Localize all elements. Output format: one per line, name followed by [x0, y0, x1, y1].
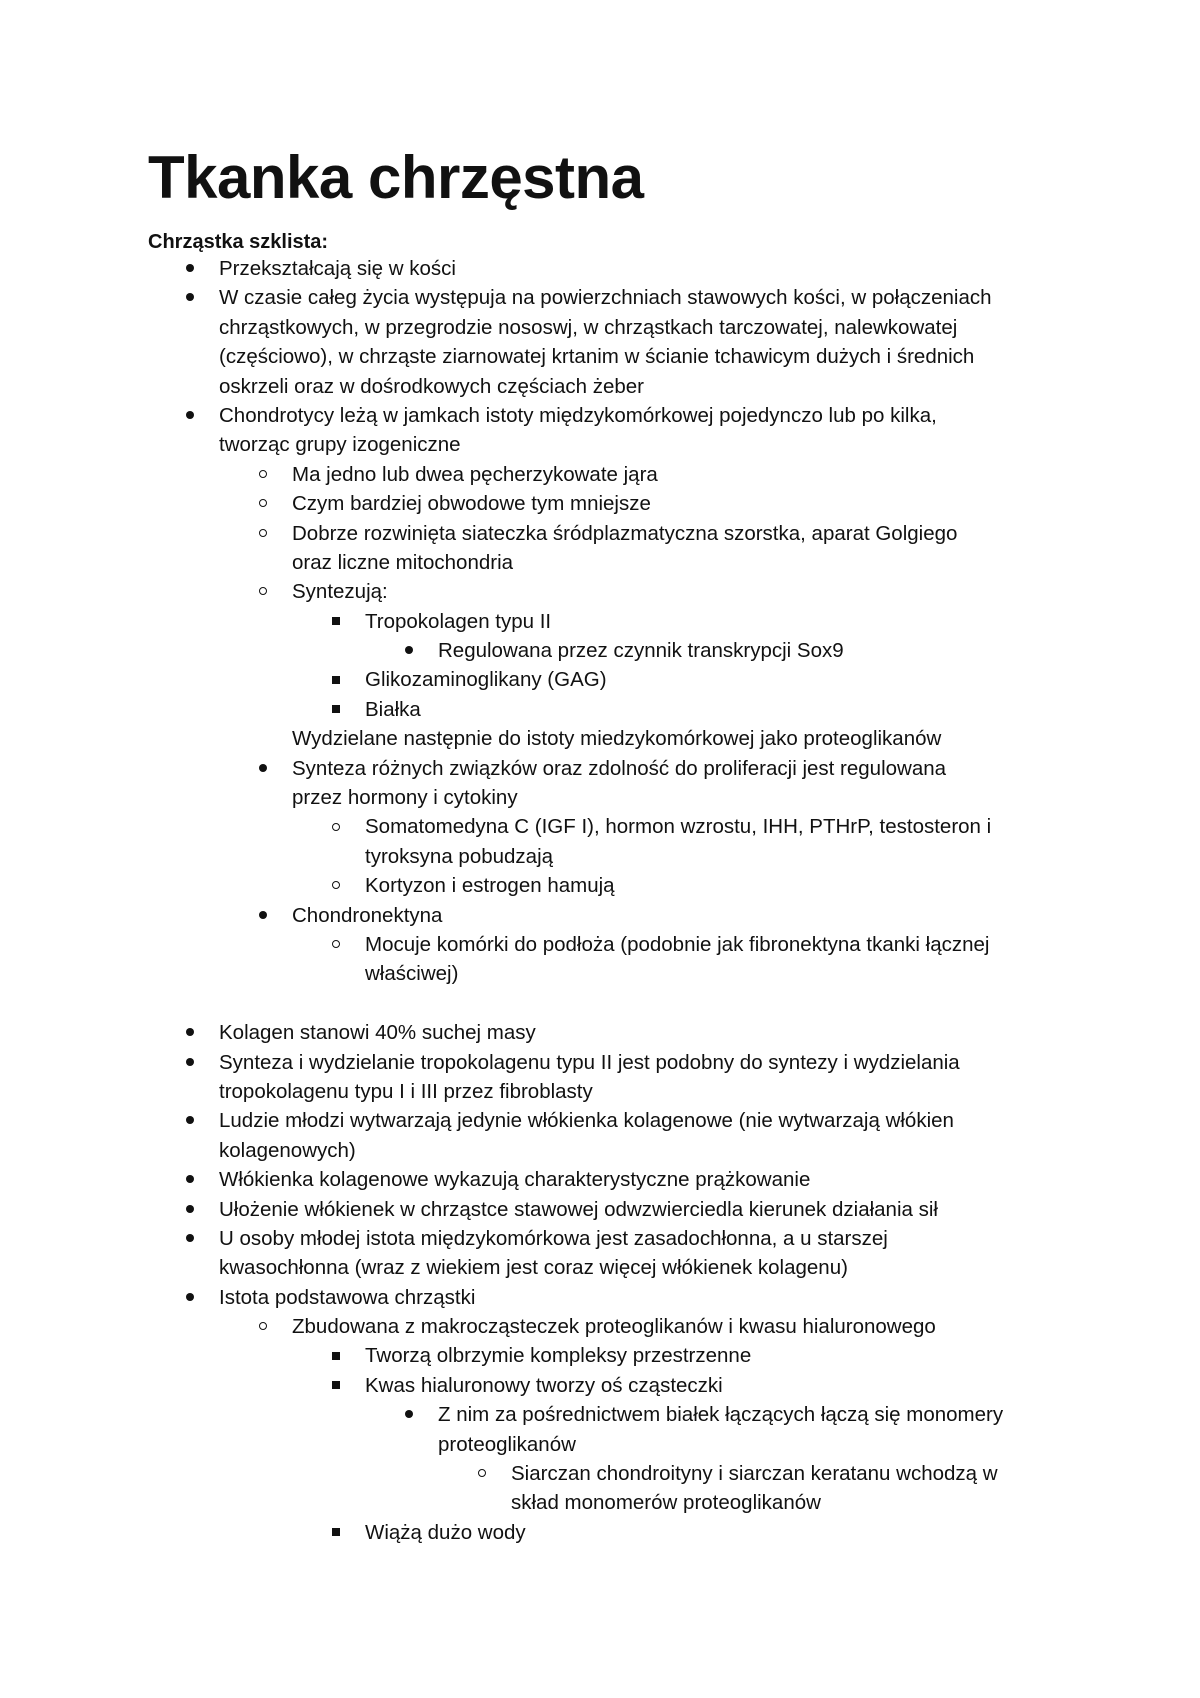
list-item-text: W czasie całeg życia występuja na powierzchniach stawowych kości, w połączeniach	[219, 286, 992, 310]
list-item	[0, 283, 1200, 312]
list-item-text: Somatomedyna C (IGF I), hormon wzrostu, IHH, PTHrP, testosteron i	[365, 815, 992, 839]
list-item	[0, 430, 1200, 459]
list-item	[0, 1430, 1200, 1459]
list-item-text: Synteza różnych związków oraz zdolność do proliferacji jest regulowana	[292, 756, 947, 780]
list-item	[0, 1195, 1200, 1224]
list-item	[0, 607, 1200, 636]
disc-bullet-icon	[180, 1018, 200, 1047]
disc-bullet-icon	[399, 1400, 419, 1429]
disc-bullet-icon	[180, 1283, 200, 1312]
disc-bullet-icon	[180, 283, 200, 312]
disc-bullet-icon	[253, 901, 273, 930]
list-item	[0, 1341, 1200, 1370]
list-item-text: U osoby młodej istota międzykomórkowa jest zasadochłonna, a u starszej	[219, 1226, 888, 1250]
list-item-text: Kwas hialuronowy tworzy oś cząsteczki	[365, 1373, 723, 1397]
list-item-text: Przekształcają się w kości	[219, 257, 456, 280]
list-item	[0, 1165, 1200, 1194]
list-item-text: tworząc grupy izogeniczne	[219, 433, 461, 457]
list-item-text: tyroksyna pobudzają	[365, 844, 554, 868]
list-item-text: Synteza i wydzielanie tropokolagenu typu II jest podobny do syntezy i wydzielania	[219, 1050, 960, 1074]
square-bullet-icon	[326, 1341, 346, 1370]
list-item-text: Ma jedno lub dwea pęcherzykowate jąra	[292, 462, 658, 486]
list-item-text: Włókienka kolagenowe wykazują charakterystyczne prążkowanie	[219, 1168, 811, 1192]
list-item-text: Chondrotycy leżą w jamkach istoty międzykomórkowej pojedynczo lub po kilka,	[219, 403, 937, 427]
circle-bullet-icon	[253, 519, 273, 548]
list-item-text: Regulowana przez czynnik transkrypcji Sox9	[438, 639, 844, 663]
list-item	[0, 548, 1200, 577]
list-item	[0, 1283, 1200, 1312]
circle-bullet-icon	[253, 577, 273, 606]
list-item	[0, 754, 1200, 783]
list-item-text: Kolagen stanowi 40% suchej masy	[219, 1021, 536, 1045]
list-item	[0, 1018, 1200, 1047]
circle-bullet-icon	[253, 1312, 273, 1341]
list-item	[0, 1459, 1200, 1488]
circle-bullet-icon	[253, 460, 273, 489]
circle-bullet-icon	[253, 489, 273, 518]
list-item	[0, 695, 1200, 724]
list-item	[0, 313, 1200, 342]
disc-bullet-icon	[253, 754, 273, 783]
list-item	[0, 1077, 1200, 1106]
list-item-text: właściwej)	[365, 962, 459, 986]
list-item	[0, 724, 1200, 753]
list-item	[0, 1400, 1200, 1429]
list-item	[0, 1048, 1200, 1077]
list-item	[0, 812, 1200, 841]
square-bullet-icon	[326, 695, 346, 724]
circle-bullet-icon	[472, 1459, 492, 1488]
list-item	[0, 1518, 1200, 1547]
list-item	[0, 959, 1200, 988]
list-item-text: Syntezują:	[292, 580, 388, 604]
list-item	[0, 1371, 1200, 1400]
list-item-text: proteoglikanów	[438, 1432, 576, 1456]
list-item	[0, 1488, 1200, 1517]
list-item-text: Ułożenie włókienek w chrząstce stawowej odwzwierciedla kierunek działania sił	[219, 1197, 938, 1221]
list-item-text: kolagenowych)	[219, 1138, 356, 1162]
circle-bullet-icon	[326, 871, 346, 900]
list-item-text: Białka	[365, 697, 421, 721]
square-bullet-icon	[326, 1371, 346, 1400]
list-item-text: Glikozaminoglikany (GAG)	[365, 668, 607, 692]
circle-bullet-icon	[326, 812, 346, 841]
disc-bullet-icon	[180, 1106, 200, 1135]
disc-bullet-icon	[180, 401, 200, 430]
list-item	[0, 842, 1200, 871]
notes-list	[0, 254, 1200, 1547]
square-bullet-icon	[326, 665, 346, 694]
list-item	[0, 1136, 1200, 1165]
disc-bullet-icon	[180, 1048, 200, 1077]
list-item-text: Zbudowana z makrocząsteczek proteoglikanów i kwasu hialuronowego	[292, 1315, 936, 1339]
disc-bullet-icon	[180, 254, 200, 283]
list-item	[0, 1253, 1200, 1282]
list-item-text: Istota podstawowa chrząstki	[219, 1285, 476, 1309]
list-item	[0, 636, 1200, 665]
list-item	[0, 401, 1200, 430]
list-item-text: Czym bardziej obwodowe tym mniejsze	[292, 492, 651, 516]
list-item-text: Tworzą olbrzymie kompleksy przestrzenne	[365, 1344, 752, 1368]
page-title: Tkanka chrzęstna	[148, 144, 644, 211]
list-item	[0, 1224, 1200, 1253]
square-bullet-icon	[326, 1518, 346, 1547]
list-item	[0, 254, 1200, 283]
disc-bullet-icon	[180, 1224, 200, 1253]
list-item-text: chrząstkowych, w przegrodzie nososwj, w chrząstkach tarczowatej, nalewkowatej	[219, 315, 958, 339]
list-item	[0, 519, 1200, 548]
list-item-text: Chondronektyna	[292, 903, 443, 927]
list-item-text: kwasochłonna (wraz z wiekiem jest coraz więcej włókienek kolagenu)	[219, 1256, 848, 1280]
square-bullet-icon	[326, 607, 346, 636]
list-item-text: Tropokolagen typu II	[365, 609, 552, 633]
list-item	[0, 372, 1200, 401]
list-item	[0, 930, 1200, 959]
list-item	[0, 871, 1200, 900]
circle-bullet-icon	[326, 930, 346, 959]
list-item	[0, 665, 1200, 694]
disc-bullet-icon	[180, 1195, 200, 1224]
list-item	[0, 489, 1200, 518]
list-item-text: Z nim za pośrednictwem białek łączących łączą się monomery	[438, 1403, 1004, 1427]
list-item	[0, 901, 1200, 930]
disc-bullet-icon	[180, 1165, 200, 1194]
list-item	[0, 1106, 1200, 1135]
list-item-text: Wiążą dużo wody	[365, 1520, 526, 1544]
list-item	[0, 460, 1200, 489]
list-item-text: skład monomerów proteoglikanów	[511, 1491, 821, 1515]
list-item-text: oraz liczne mitochondria	[292, 550, 514, 574]
list-item-text: Dobrze rozwinięta siateczka śródplazmatyczna szorstka, aparat Golgiego	[292, 521, 958, 545]
list-item-text: oskrzeli oraz w dośrodkowych częściach żeber	[219, 374, 644, 398]
list-item	[0, 1312, 1200, 1341]
list-item-text: Kortyzon i estrogen hamują	[365, 874, 615, 898]
list-item-text: tropokolagenu typu I i III przez fibroblasty	[219, 1079, 593, 1103]
disc-bullet-icon	[399, 636, 419, 665]
list-item	[0, 342, 1200, 371]
section-heading: Chrząstka szklista:	[148, 231, 329, 253]
list-item-text: Wydzielane następnie do istoty miedzykomórkowej jako proteoglikanów	[292, 727, 942, 751]
blank-line	[0, 989, 1200, 1018]
list-item	[0, 577, 1200, 606]
list-item-text: Siarczan chondroityny i siarczan keratanu wchodzą w	[511, 1462, 998, 1486]
list-item-text: (częściowo), w chrząste ziarnowatej krtanim w ścianie tchawicym dużych i średnich	[219, 345, 975, 369]
list-item-text: Ludzie młodzi wytwarzają jedynie włókienka kolagenowe (nie wytwarzają włókien	[219, 1109, 954, 1133]
list-item	[0, 783, 1200, 812]
list-item-text: Mocuje komórki do podłoża (podobnie jak fibronektyna tkanki łącznej	[365, 932, 990, 956]
list-item-text: przez hormony i cytokiny	[292, 786, 518, 810]
